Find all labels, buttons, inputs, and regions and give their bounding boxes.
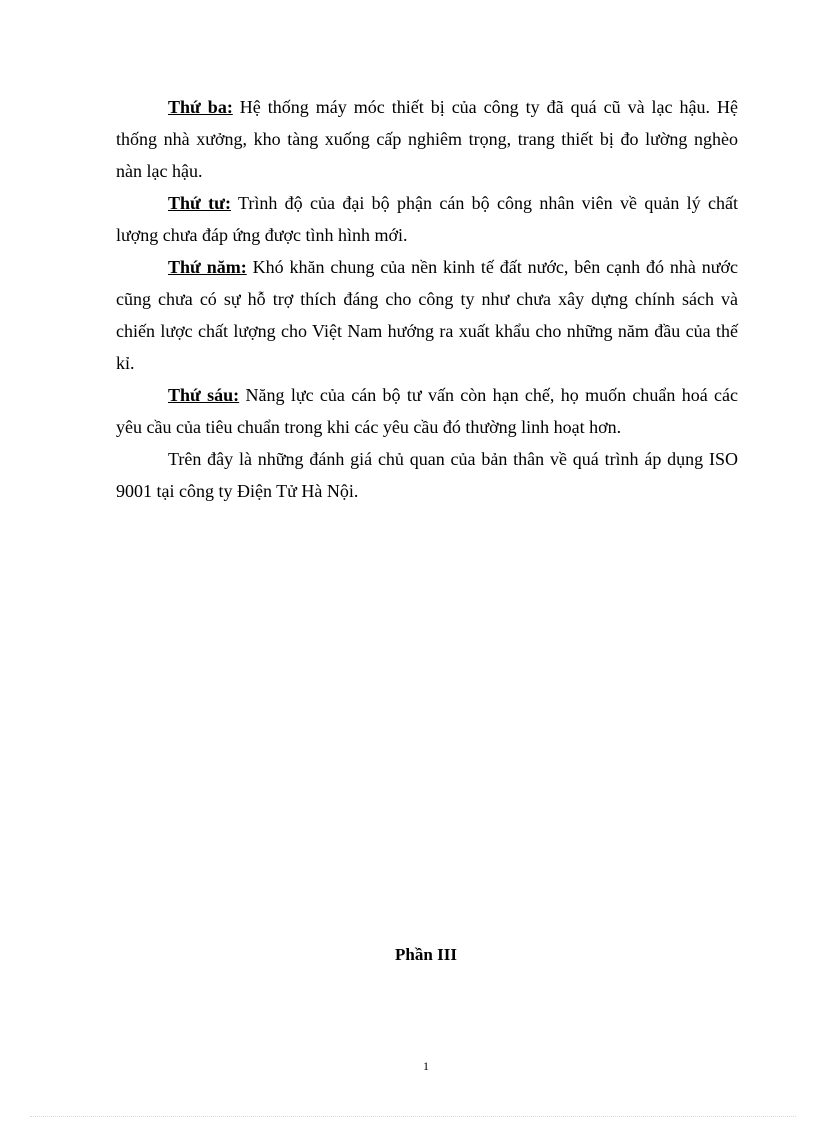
body-text	[116, 91, 738, 507]
paragraph-thu-tu	[116, 187, 738, 251]
paragraph-thu-nam	[116, 251, 738, 379]
paragraph-text: Hệ thống máy móc thiết bị của công ty đã quá cũ và lạc hậu. Hệ thống nhà xưởng, kho tàng xuống cấp nghiêm trọng, trang thiết bị đo lường nghèo nàn lạc hậu.	[116, 97, 738, 181]
paragraph-thu-ba	[116, 91, 738, 187]
paragraph-text: Năng lực của cán bộ tư vấn còn hạn chế, họ muốn chuẩn hoá các yêu cầu của tiêu chuẩn trong khi các yêu cầu đó thường linh hoạt hơn.	[116, 385, 738, 437]
paragraph-text: Trình độ của đại bộ phận cán bộ công nhân viên về quản lý chất lượng chưa đáp ứng được tình hình mới.	[116, 193, 738, 245]
page-number: 1	[423, 1059, 429, 1073]
paragraph-text: Khó khăn chung của nền kinh tế đất nước, bên cạnh đó nhà nước cũng chưa có sự hỗ trợ thích đáng cho công ty như chưa xây dựng chính sách và chiến lược chất lượng cho Việt Nam hướng ra xuất khẩu cho những năm đầu của thế kỉ.	[116, 257, 738, 373]
paragraph-lead: Thứ ba:	[168, 97, 233, 117]
paragraph-conclusion	[116, 443, 738, 507]
paragraph-lead: Thứ năm:	[168, 257, 247, 277]
paragraph-lead: Thứ tư:	[168, 193, 231, 213]
paragraph-lead: Thứ sáu:	[168, 385, 240, 405]
paragraph-thu-sau	[116, 379, 738, 443]
paragraph-text: Trên đây là những đánh giá chủ quan của bản thân về quá trình áp dụng ISO 9001 tại công ty Điện Tử Hà Nội.	[116, 449, 738, 501]
section-heading: Phần III	[395, 945, 457, 964]
page-bottom-border	[30, 1116, 796, 1117]
